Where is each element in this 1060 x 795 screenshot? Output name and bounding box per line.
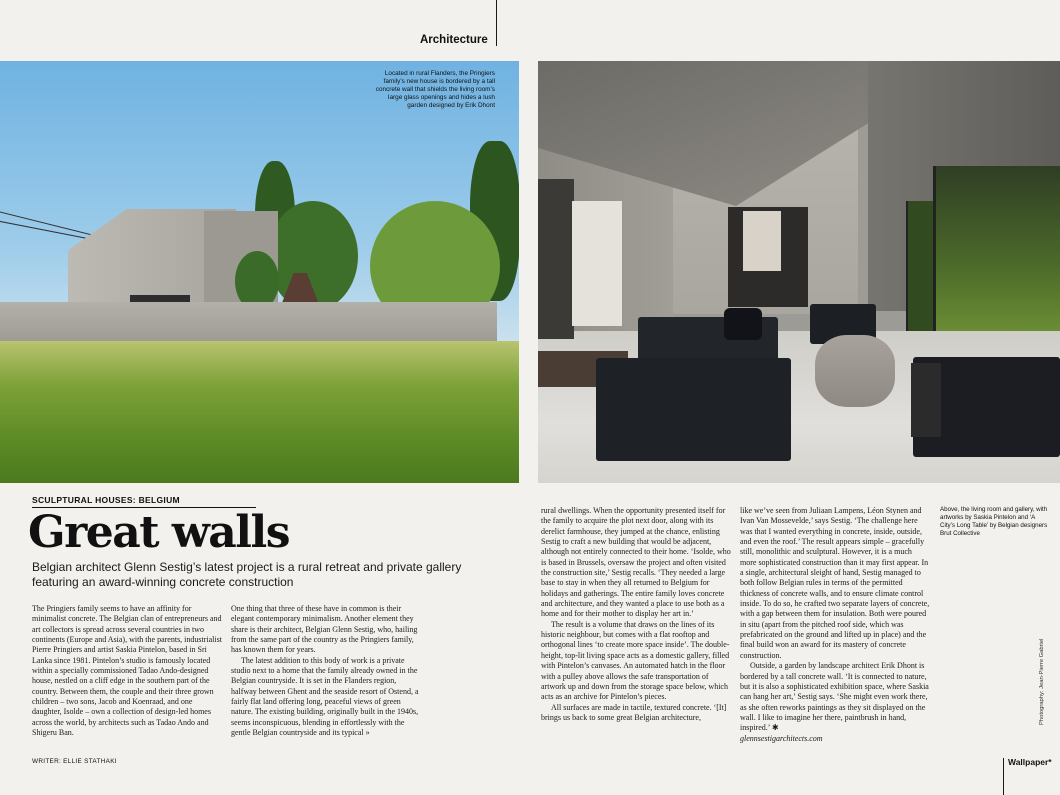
meadow bbox=[0, 341, 519, 483]
section-label: Architecture bbox=[420, 34, 488, 46]
stone-ottoman bbox=[815, 335, 895, 407]
photo-credit: Photography: Jean-Pierre Gabriel bbox=[1039, 638, 1045, 725]
paragraph: One thing that three of these have in common is their elegant contemporary minimalism. Another element they share is their architect, Belgian Glenn Sestig, who, hailing from the same part of the country as the Pringiers family, has known them for years. bbox=[231, 604, 418, 655]
body-column-3 bbox=[541, 506, 732, 723]
standfirst: Belgian architect Glenn Sestig’s latest project is a rural retreat and private gallery featuring an award-winning concrete construction bbox=[32, 560, 462, 589]
headline: Great walls bbox=[28, 507, 289, 558]
interior-photo bbox=[538, 61, 1060, 483]
body-column-1 bbox=[32, 604, 224, 738]
cushion bbox=[724, 308, 762, 340]
artwork-bird bbox=[572, 201, 622, 326]
paragraph: The latest addition to this body of work is a private studio next to a home that the family already owned in the Belgian countryside. It is set in the Flanders region, halfway between Ghent and the seaside resort of Ostend, a fairly flat land offering long, peaceful views of green nature. The existing building, originally built in the 1940s, seems inconspicuous, blending in effortlessly with the gentle Belgian countryside and its typical » bbox=[231, 655, 419, 738]
artwork bbox=[538, 179, 574, 339]
paragraph: All surfaces are made in tactile, textured concrete. ‘[It] brings us back to some great Belgian architecture, bbox=[541, 702, 727, 722]
side-table bbox=[911, 363, 941, 437]
body-column-4 bbox=[740, 506, 930, 744]
footer-rule bbox=[1003, 758, 1004, 795]
paragraph: The Pringiers family seems to have an affinity for minimalist concrete. The Belgian clan of entrepreneurs and art collectors is spread across several countries in two continents (Europe and Asia), with the parents, industrialist Pierre Pringiers and artist Saskia Pintelon, based in Sri Lanka since 1981. Pintelon’s studio is famously located within a specially commissioned Tadao Ando-designed house, nestled on a cliff edge in the southern part of the country. Between them, the couple and their three grown children – two sons, Jacob and Koenraad, and one daughter, Isolde – own a collection of design-led homes across the world, by architects such as Tadao Ando and Shigeru Ban. bbox=[32, 604, 222, 738]
exterior-photo bbox=[0, 61, 519, 483]
paragraph: rural dwellings. When the opportunity presented itself for the family to acquire the plot next door, along with its derelict farmhouse, they jumped at the chance, enlisting Sestig to craft a new building that would be adjacent, although not entirely connected to their home. ‘Isolde, who is based in Brussels, oversaw the project and often visited the construction site,’ Sestig recalls. ‘They needed a large base to stay in when they all returned to Belgium for holidays and gatherings. The entire family loves concrete and architecture, and they wanted a place to use both as a home and for their mother to display her art in.’ bbox=[541, 506, 731, 619]
writer-credit: WRITER: ELLIE STATHAKI bbox=[32, 758, 117, 765]
glass-window bbox=[933, 166, 1060, 336]
concrete-wall bbox=[0, 302, 497, 346]
paragraph: The result is a volume that draws on the lines of its historic neighbour, but comes with a flat rooftop and orthogonal lines ‘to create more space inside’. The double-height, top-lit living space acts as a domestic gallery, filled with Pintelon’s canvases. An automated hatch in the floor with a pulley above allows the safe transportation of artwork up and down from the storage space below, which acts as an archive for Pintelon’s pieces. bbox=[541, 619, 730, 702]
paragraph: like we’ve seen from Juliaan Lampens, Léon Stynen and Ivan Van Mossevelde,’ says Sestig. ‘The challenge here was that I wanted everything in concrete, inside, outside, and even the roof.’ The result appears simple – gracefully still, monolithic and sculptural. However, it is a much more sophisticated construction than it may first appear. In a single, architectural sleight of hand, Sestig managed to both follow Belgian rules in terms of the permitted thickness of concrete walls, and to ensure climate control inside. To do so, he crafted two separate layers of concrete, with a gap between them for insulation. Both were poured in situ (apart from the pitched roof side, which was prefabricated on the ground and lifted up in place) and the final build won an award for its mastery of concrete construction. bbox=[740, 506, 930, 660]
brand-logo: Wallpaper* bbox=[1008, 757, 1052, 767]
glass-window bbox=[906, 201, 934, 331]
black-sofa bbox=[596, 358, 791, 461]
paragraph: Outside, a garden by landscape architect Erik Dhont is bordered by a tall concrete wall. ‘It is connected to nature, but it is also a sophisticated exhibition space, where Saskia can hang her art,’ Sestig says. ‘She might even work there, as she often reworks paintings as they sit displayed on the wall. I like to imagine her there, paintbrush in hand, inspired.’ ✱ bbox=[740, 661, 929, 733]
body-column-2 bbox=[231, 604, 423, 738]
photo-caption-left: Located in rural Flanders, the Pringiers family’s new house is bordered by a tall concrete wall that shields the living room’s large glass openings and hides a lush garden designed by Erik Dhont bbox=[375, 70, 495, 109]
photo-caption-right: Above, the living room and gallery, with artworks by Saskia Pintelon and ‘A City’s Long Table’ by Belgian designers Brut Collective bbox=[940, 506, 1048, 537]
artwork-portrait-face bbox=[743, 211, 781, 271]
kicker: SCULPTURAL HOUSES: BELGIUM bbox=[32, 495, 180, 505]
website-link[interactable]: glennsestigarchitects.com bbox=[740, 733, 823, 743]
header-rule bbox=[496, 0, 497, 46]
